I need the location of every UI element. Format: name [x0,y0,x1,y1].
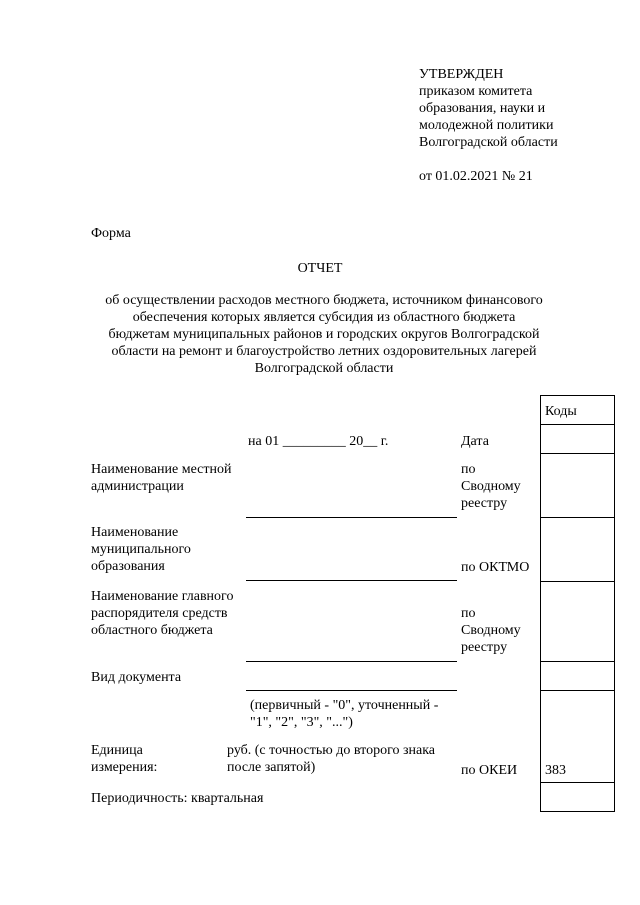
codes-rule [540,661,615,662]
codes-left-border [540,395,541,811]
document-type-label: Вид документа [91,670,182,685]
approval-line: УТВЕРЖДЕН [419,67,504,82]
codes-right-border [614,395,615,811]
report-date-line: на 01 _________ 20__ г. [248,434,389,449]
local-administration-label: Наименование местной администрации [91,462,232,494]
form-label: Форма [91,226,131,241]
report-description: об осуществлении расходов местного бюджета, источником финансового обеспечения которых является субсидия из областного бюджета бюджетам муниципальных районов и городских округов Волгоградской области на ремонт и благоустройство летних оздоровительных лагерей Волгоградской области [105,293,543,376]
report-title: ОТЧЕТ [297,261,343,276]
local-administration-code-label: по Сводному реестру [461,462,521,511]
periodicity: Периодичность: квартальная [91,791,264,806]
municipality-fill-line [246,580,457,581]
codes-rule [540,690,615,691]
chief-administrator-code-label: по Сводному реестру [461,606,521,655]
codes-rule [540,424,615,425]
chief-administrator-fill-line [246,661,457,662]
codes-header: Коды [545,404,577,419]
municipality-code-label: по ОКТМО [461,560,530,575]
unit-value: руб. (с точностью до второго знака после запятой) [227,743,436,775]
unit-label: Единица измерения: [91,743,158,775]
approval-line: образования, науки и [419,101,546,116]
approval-line: Волгоградской области [419,135,558,150]
approval-line: приказом комитета [419,84,533,99]
chief-administrator-label: Наименование главного распорядителя средств областного бюджета [91,589,234,638]
municipality-label: Наименование муниципального образования [91,525,191,574]
codes-rule [540,811,615,812]
okei-label: по ОКЕИ [461,763,518,778]
approval-block [419,66,619,185]
document-type-fill-line [246,690,457,691]
approval-date: от 01.02.2021 № 21 [419,169,533,184]
date-code-label: Дата [461,434,489,449]
okei-code-cell: 383 [545,763,566,778]
approval-line: молодежной политики [419,118,554,133]
codes-rule [540,581,615,582]
local-administration-fill-line [246,517,457,518]
codes-rule [540,453,615,454]
codes-rule [540,782,615,783]
codes-rule [540,395,615,396]
document-type-hint: (первичный - "0", уточненный - "1", "2", "3", "...") [250,698,439,730]
codes-rule [540,517,615,518]
